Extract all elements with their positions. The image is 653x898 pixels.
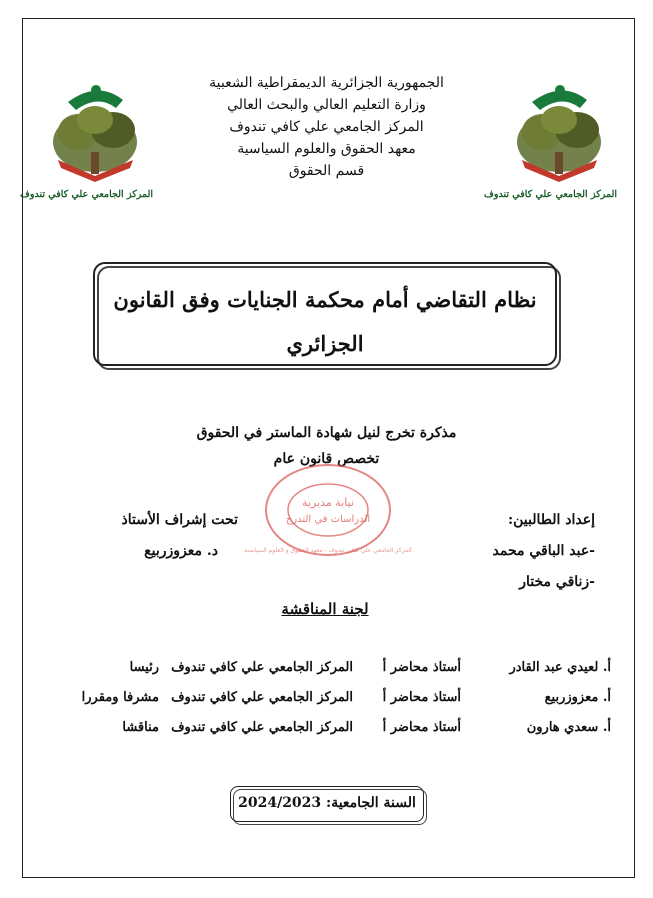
- university-logo-left: [20, 72, 153, 202]
- stamp-text: المركز الجامعي علي كافي تندوف - معهد الحقوق و العلوم السياسية: [244, 547, 412, 554]
- header-line: المركز الجامعي علي كافي تندوف: [229, 119, 424, 135]
- member-name: أ. سعدي هارون: [526, 720, 611, 735]
- logo-caption: المركز الجامعي علي كافي تندوف: [20, 189, 153, 200]
- stamp-text: نيابة مديرية: [302, 496, 354, 509]
- member-institution: المركز الجامعي علي كافي تندوف: [171, 720, 353, 735]
- academic-year: السنة الجامعية: 2024/2023: [238, 795, 416, 811]
- member-rank: أستاذ محاضر أ: [382, 690, 461, 705]
- member-role: رئيسا: [129, 660, 159, 675]
- student-name: -عبد الباقي محمد: [492, 543, 595, 559]
- committee-member: [41, 720, 611, 742]
- official-stamp: [244, 460, 412, 560]
- title-line: الجزائري: [286, 331, 364, 356]
- member-rank: أستاذ محاضر أ: [382, 660, 461, 675]
- thesis-degree: مذكرة تخرج لنيل شهادة الماستر في الحقوق: [196, 425, 457, 441]
- institution-header: [170, 72, 483, 182]
- university-logo-right: [484, 72, 617, 202]
- committee-member: [41, 690, 611, 712]
- logo-emblem-icon: [502, 72, 617, 187]
- header-line: معهد الحقوق والعلوم السياسية: [237, 141, 416, 157]
- member-role: مشرفا ومقررا: [81, 690, 159, 705]
- committee-member: [41, 660, 611, 682]
- logo-caption: المركز الجامعي علي كافي تندوف: [484, 189, 617, 200]
- header-line: قسم الحقوق: [288, 163, 365, 179]
- member-rank: أستاذ محاضر أ: [382, 720, 461, 735]
- header-line: وزارة التعليم العالي والبحث العالي: [227, 97, 426, 113]
- member-institution: المركز الجامعي علي كافي تندوف: [171, 690, 353, 705]
- thesis-specialty: تخصص قانون عام: [273, 451, 380, 467]
- member-role: مناقشا: [122, 720, 159, 735]
- stamp-icon: [244, 460, 412, 560]
- students-label: إعداد الطالبين:: [507, 512, 595, 528]
- committee-title: لجنة المناقشة: [281, 600, 369, 618]
- member-name: أ. لعيدي عبد القادر: [509, 660, 611, 675]
- member-institution: المركز الجامعي علي كافي تندوف: [171, 660, 353, 675]
- header-line: الجمهورية الجزائرية الديمقراطية الشعبية: [209, 75, 444, 91]
- stamp-text: الدراسات في التدرج: [285, 514, 371, 525]
- member-name: أ. معزوزربيع: [544, 690, 611, 705]
- supervisor-label: تحت إشراف الأستاذ: [121, 512, 238, 528]
- supervisor-name: د. معزوزربيع: [144, 543, 218, 559]
- thesis-title: [100, 278, 550, 366]
- student-name: -زناقي مختار: [519, 574, 595, 590]
- title-line: نظام التقاضي أمام محكمة الجنايات وفق القانون: [113, 287, 537, 312]
- logo-emblem-icon: [38, 72, 153, 187]
